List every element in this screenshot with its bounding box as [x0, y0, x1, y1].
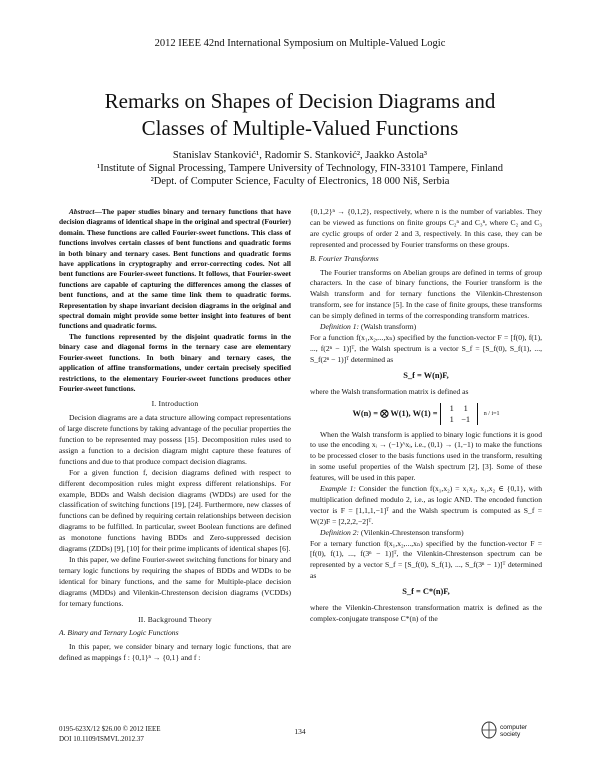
abstract	[59, 207, 291, 332]
equation-walsh-matrix	[310, 403, 542, 425]
intro-paragraph-3: In this paper, we define Fourier-sweet switching functions for binary and ternary logic functions by requiring the shapes of BDDs and WDDs to be identical for binary functions, and the same for Multiple-place decision diagrams (MDDs) and Vilenkin-Chrestenson decision diagrams (VCDDs) for ternary functions.	[59, 555, 291, 608]
abstract-label: Abstract	[69, 207, 95, 216]
matrix-cell: 1	[449, 403, 454, 413]
abstract-paragraph-2: The functions represented by the disjoint quadratic forms in the binary case and diagonal forms in the ternary case are elementary Fourier-sweet functions. In both binary and ternary cases, the application of affine transformations, under certain precisely specified restrictions, to the elementary Fourier-sweet functions produces other Fourier-sweet functions.	[59, 331, 291, 393]
section-heading-background: II. Background Theory	[138, 614, 212, 624]
definition-1-name: (Walsh transform)	[359, 322, 417, 332]
paper-title	[40, 88, 560, 142]
background-paragraph-1: In this paper, we consider binary and ternary logic functions, that are defined as mappings f : {0,1}ⁿ → {0,1} and f :	[59, 642, 291, 663]
kronecker-upper-limit: n	[483, 411, 487, 418]
logo-text	[500, 724, 527, 738]
walsh-base-matrix	[440, 403, 478, 425]
ieee-logo-icon	[480, 720, 498, 740]
equation-walsh-spectrum: S_f = W(n)F,	[403, 370, 449, 380]
section-heading-introduction: I. Introduction	[151, 399, 199, 409]
doi-line: DOI 10.1109/ISMVL.2012.37	[59, 734, 144, 743]
intro-paragraph-2: For a given function f, decision diagrams defined with respect to different decomposition rules might express different relationships. For example, BDDs and Walsh decision diagrams (WDDs) are used for the classification of switching functions [19], [24]. Furthermore, new classes of functions can be defined by requiring certain relationships between decision diagrams to be fulfilled. In particular, sweet Boolean functions are defined as monotone functions having BDDs and Zero-suppressed decision diagrams (ZDDs) [9], [10] for their prime implicants of identical shapes [6].	[59, 467, 291, 554]
definition-1-label: Definition 1:	[320, 322, 360, 332]
kronecker-lower-limit: i=1	[491, 411, 500, 418]
affiliation-2: ²Dept. of Computer Science, Faculty of Electronics, 18 000 Niš, Serbia	[150, 176, 450, 187]
conference-header: 2012 IEEE 42nd International Symposium on Multiple-Valued Logic	[154, 38, 446, 49]
matrix-cell: −1	[461, 414, 471, 424]
page-number: 134	[294, 727, 306, 736]
matrix-cell: 1	[449, 414, 454, 424]
logo-text-line-2: society	[500, 731, 521, 738]
definition-2-label: Definition 2:	[320, 527, 360, 537]
intro-paragraph-1: Decision diagrams are a data structure allowing compact representations of large discrete functions by taking advantage of the peculiar properties the function to be represented may possess [15]. Decomposition rules used to assign a function to a decision diagram might capture these features of functions and due to that produce compact decision diagrams.	[59, 413, 291, 466]
definition-1-text: For a function f(x₁,x₂,...,xₙ) specified by the function-vector F = [f(0), f(1), ..., f(2ⁿ − 1)]ᵀ, the Walsh spectrum is a vector S_f = [S_f(0), S_f(1), ..., S_f(2ⁿ − 1)]ᵀ determined as	[310, 332, 542, 364]
subsection-heading-logic-functions: A. Binary and Ternary Logic Functions	[59, 628, 179, 638]
logo-text-line-1: computer	[500, 724, 528, 731]
right-paragraph-1: {0,1,2}ⁿ → {0,1,2}, respectively, where n is the number of variables. They can be viewed as functions on finite groups C₂ⁿ and C₃ⁿ, where C₂ and C₃ are cyclic groups of order 2 and 3, respectively. In this case, they can be represented and processed by Fourier transforms on these groups.	[310, 207, 542, 249]
equation-vc-spectrum: S_f = C*(n)F,	[402, 587, 450, 597]
definition-2-text: For a ternary function f(x₁,x₂,...,xₙ) specified by the function-vector F = [f(0), f(1), ..., f(3ⁿ − 1)]ᵀ, the Vilenkin-Chrestenson spectrum can be represented by a vector S_f = [S_f(0), S_f(1), ..., S_f(3ⁿ − 1)]ᵀ determined as	[310, 538, 542, 581]
example-1-text: Consider the function f(x₁,x₂) = x₁x₂, x₁,x₂ ∈ {0,1}, with multiplication defined modulo 2, i.e., as logic AND. The encoded function vector is F = [1,1,1,−1]ᵀ and the Walsh spectrum is computed as S_f = W(2)F = [2,2,2,−2]ᵀ.	[310, 484, 542, 526]
definition-1-heading	[310, 322, 542, 333]
kronecker-limits: n / i=1	[483, 411, 500, 418]
fourier-paragraph: The Fourier transforms on Abelian groups are defined in terms of group characters. In the case of binary functions, the Fourier transform is the Walsh transform and for ternary functions the Vilenkin-Chrestenson transform, see for instance [5]. In the case of finite groups, these transforms can be simply defined in terms of the corresponding transform matrices.	[310, 267, 542, 321]
affiliation-1: ¹Institute of Signal Processing, Tampere University of Technology, FIN-33101 Tampere, Finland	[97, 163, 503, 174]
authors: Stanislav Stanković¹, Radomir S. Stanković², Jaakko Astola³	[172, 150, 428, 161]
subsection-heading-fourier: B. Fourier Transforms	[310, 253, 379, 263]
matrix-cell: 1	[463, 403, 468, 413]
where-text-1: where the Walsh transformation matrix is defined as	[310, 386, 469, 396]
right-column	[310, 207, 542, 625]
encoding-paragraph: When the Walsh transform is applied to binary logic functions it is good to use the encoding xᵢ → (−1)^xᵢ, i.e., (0,1) → (1,−1) to make the functions to be processed closer to the basis functions used in the transform, resulting in some useful properties of the Walsh spectrum [2], [3]. Some of these features, will be used in this paper.	[310, 429, 542, 483]
computer-society-logo	[480, 720, 550, 742]
title-line-2: Classes of Multiple-Valued Functions	[141, 116, 459, 140]
abstract-text: —The paper studies binary and ternary functions that have decision diagrams of identical shape in the original and spectral (Fourier) domain. These functions are called Fourier-sweet functions. This class of functions involves certain classes of bent functions and quadratic forms in both binary and ternary cases. Bent functions and quadratic forms have applications in cryptography and error-correcting codes. Not all bent functions are Fourier-sweet functions. It follows, that Fourier-sweet functions are capable of capturing the differences among the classes of bent functions, and at the same time link them to quadratic forms. Representation by shape invariant decision diagrams in the original and spectral domain might provide some better insight into features of bent functions and quadratic forms.	[59, 207, 291, 331]
author-block	[40, 149, 560, 188]
left-column	[59, 207, 291, 664]
example-1	[310, 484, 542, 528]
title-line-1: Remarks on Shapes of Decision Diagrams and	[104, 89, 496, 113]
equation-walsh-left: W(n) = ⨂ W(1), W(1) =	[352, 408, 438, 418]
vc-matrix-paragraph: where the Vilenkin-Chrestenson transformation matrix is defined as the complex-conjugate transpose C*(n) of the	[310, 603, 542, 623]
definition-2-heading	[310, 528, 542, 539]
definition-2-name: (Vilenkin-Chrestenson transform)	[359, 527, 464, 537]
copyright-line: 0195-623X/12 $26.00 © 2012 IEEE	[59, 725, 161, 733]
example-1-label: Example 1:	[320, 484, 356, 494]
